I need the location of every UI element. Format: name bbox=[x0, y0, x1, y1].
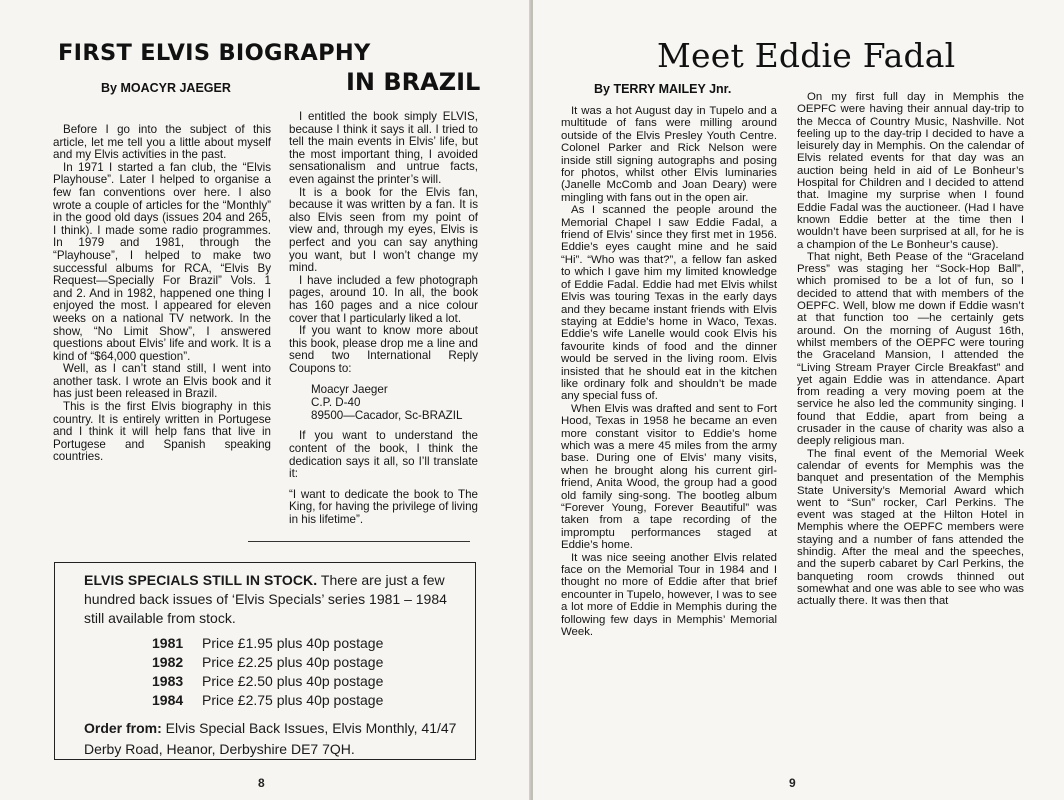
paragraph: The final event of the Memorial Week calendar of events for Memphis was the banquet and presentation of the Memphis State University’s Memorial Award which went to “Sun” rocker, Carl Perkins. The event was staged at the Hilton Hotel in Memphis where the OEPFC members were staying and a number of fans attended the shindig. After the meal and the speeches, and the superb cabaret by Carl Perkins, the banqueting room crowds thinned out somewhat and one was able to see who was actually there. It was then that bbox=[797, 447, 1024, 608]
price-row bbox=[152, 653, 463, 672]
article-byline: By MOACYR JAEGER bbox=[101, 81, 231, 95]
article-title-line1: FIRST ELVIS BIOGRAPHY bbox=[58, 40, 371, 66]
order-address: Elvis Special Back Issues, Elvis Monthly, 41/47 Derby Road, Heanor, Derbyshire DE7 7QH. bbox=[84, 720, 457, 757]
left-column-2 bbox=[289, 111, 478, 527]
price-year: 1982 bbox=[152, 654, 184, 670]
paragraph: I have included a few photograph pages, around 10. In all, the book has 160 pages and a nice colour cover that I particularly liked a lot. bbox=[289, 273, 478, 325]
back-issues-ad-box bbox=[54, 562, 476, 760]
ad-heading: ELVIS SPECIALS STILL IN STOCK. bbox=[84, 572, 318, 588]
left-column-1 bbox=[53, 124, 271, 464]
dedication-quote: “I want to dedicate the book to The King, for having the privilege of living in his lifetime”. bbox=[289, 487, 478, 527]
paragraph: It is a book for the Elvis fan, because it was written by a fan. It is also Elvis seen from my point of view and, through my eyes, Elvis is perfect and you can say anything you want, but I won’t change my mind. bbox=[289, 185, 478, 275]
paragraph: It was a hot August day in Tupelo and a multitude of fans were milling around outside of the Elvis Presley Youth Centre. Colonel Parker and Rick Nelson were inside still signing autographs and posing for photos, whilst other Elvis luminaries (Janelle McComb and Joan Deary) were mingling with fans out in the open air. bbox=[561, 105, 777, 204]
paragraph: On my first full day in Memphis the OEPFC were having their annual day-trip to the Mecca of Country Music, Nashville. Not feeling up to the day-trip I decided to have a leisurely day in Memphis. On the calendar of Elvis related events for that day was an auction being held in aid of Le Bonheur’s Hospital for Children and I decided to attend that. Imagine my surprise when I found Eddie Fadal was the auctioneer. (Had I have known Eddie better at the time then I wouldn’t have been surprised at all, for he is a champion of the Le Bonheur’s cause). bbox=[797, 91, 1024, 251]
price-list bbox=[84, 634, 463, 710]
price-year: 1983 bbox=[152, 673, 184, 689]
right-column-1 bbox=[561, 105, 777, 638]
price-year: 1984 bbox=[152, 692, 184, 708]
paragraph: When Elvis was drafted and sent to Fort Hood, Texas in 1958 he became an even more constant visitor to Eddie’s home which was a mere 45 miles from the army base. During one of Elvis’ many visits, when he brought along his current girl-friend, Anita Wood, the group had a good old family sing-song. The bootleg album “Forever Young, Forever Beautiful” was taken from a tape recording of the impromptu performances staged at Eddie’s home. bbox=[561, 402, 777, 552]
page-number: 8 bbox=[258, 776, 265, 790]
paragraph: In 1971 I started a fan club, the “Elvis Playhouse”. Later I helped to organise a few fan conventions over here. I also wrote a couple of articles for the “Monthly” in the good old days (issues 204 and 265, I think). I made some radio programmes. In 1979 and 1981, through the “Playhouse”, I helped to make two successful albums for RCA, “Elvis By Request—Specially For Brazil” Vols. 1 and 2. And in 1982, happened one thing I enjoyed the most. I appeared for eleven weeks on a national TV network. In the show, “No Limit Show”, I answered questions about Elvis’ life and work. It is a kind of “$64,000 question”. bbox=[53, 160, 271, 363]
price-row bbox=[152, 691, 463, 710]
address-line: Moacyr Jaeger bbox=[311, 383, 388, 397]
article-title: Meet Eddie Fadal bbox=[657, 36, 956, 75]
order-label: Order from: bbox=[84, 720, 162, 736]
page-number: 9 bbox=[789, 776, 796, 790]
paragraph: It was nice seeing another Elvis related face on the Memorial Tour in 1984 and I thought no more of Eddie after that brief encounter in Tupelo, however, I was to see a lot more of Eddie in Memphis during the following few days in Memphis’ Memorial Week. bbox=[561, 551, 777, 639]
address-line: C.P. D-40 bbox=[311, 396, 361, 410]
ad-intro bbox=[84, 571, 463, 628]
paragraph: This is the first Elvis biography in this country. It is entirely written in Portugese and I think it will help fans that live in Portugese and Spanish speaking countries. bbox=[53, 400, 271, 464]
paragraph: Before I go into the subject of this article, let me tell you a little about myself and my Elvis activities in the past. bbox=[53, 123, 271, 162]
price-text: Price £2.75 plus 40p postage bbox=[202, 692, 384, 708]
price-text: Price £1.95 plus 40p postage bbox=[202, 635, 384, 651]
page-8 bbox=[0, 0, 531, 800]
price-year: 1981 bbox=[152, 635, 184, 651]
price-row bbox=[152, 672, 463, 691]
paragraph: I entitled the book simply ELVIS, because I think it says it all. I tried to tell the main events in Elvis’ life, but the most important thing, I avoided sensationalism and untrue facts, even against the printer’s will. bbox=[289, 110, 478, 186]
address-line: 89500—Cacador, Sc-BRAZIL bbox=[311, 409, 463, 423]
order-info bbox=[84, 718, 463, 760]
mailing-address bbox=[311, 383, 478, 422]
paragraph: As I scanned the people around the Memorial Chapel I saw Eddie Fadal, a friend of Elvis’ since they first met in 1956. Eddie’s eyes caught mine and he said “Hi”. “Who was that?”, a fellow fan asked to which I gave him my limited knowledge of Eddie Fadal. Eddie had met Elvis whilst Elvis was touring Texas in the early days and they became instant friends with Elvis staying at Eddie’s home in Waco, Texas. Eddie’s wife Lanelle would cook Elvis his favourite kinds of food and the dinner would be served in the living room. Elvis insisted that he should eat in the kitchen like ordinary folk and shouldn’t be made any special fuss of. bbox=[561, 204, 777, 403]
paragraph: If you want to understand the content of the book, I think the dedication says it all, so I’ll translate it: bbox=[289, 429, 478, 481]
paragraph: Well, as I can’t stand still, I went into another task. I wrote an Elvis book and it has just been released in Brazil. bbox=[53, 362, 271, 401]
right-column-2 bbox=[797, 91, 1024, 607]
price-text: Price £2.25 plus 40p postage bbox=[202, 654, 384, 670]
price-row bbox=[152, 634, 463, 653]
ad-intro-text: There are just a few hundred back issues of ‘Elvis Specials’ series 1981 – 1984 still available from stock. bbox=[84, 572, 447, 626]
paragraph: That night, Beth Pease of the “Graceland Press” was staging her “Sock-Hop Ball”, which promised to be a lot of fun, so I decided to attend that with members of the OEPFC. Well, blow me down if Eddie wasn’t at that function too —he certainly gets around. On the morning of August 16th, whilst members of the OEPFC were touring the Graceland Mansion, I attended the “Living Stream Prayer Circle Breakfast” and yet again Eddie was in attendance. Apart from reading a very moving poem at the service he also led the community singing. I found that Eddie, apart from being a crusader in the cause of charity was also a deeply religious man. bbox=[797, 250, 1024, 448]
article-byline: By TERRY MAILEY Jnr. bbox=[594, 82, 732, 96]
page-9 bbox=[533, 0, 1064, 800]
price-text: Price £2.50 plus 40p postage bbox=[202, 673, 384, 689]
article-title-line2: IN BRAZIL bbox=[346, 68, 481, 96]
paragraph: If you want to know more about this book, please drop me a line and send two International Reply Coupons to: bbox=[289, 324, 478, 375]
divider-rule bbox=[248, 541, 470, 542]
